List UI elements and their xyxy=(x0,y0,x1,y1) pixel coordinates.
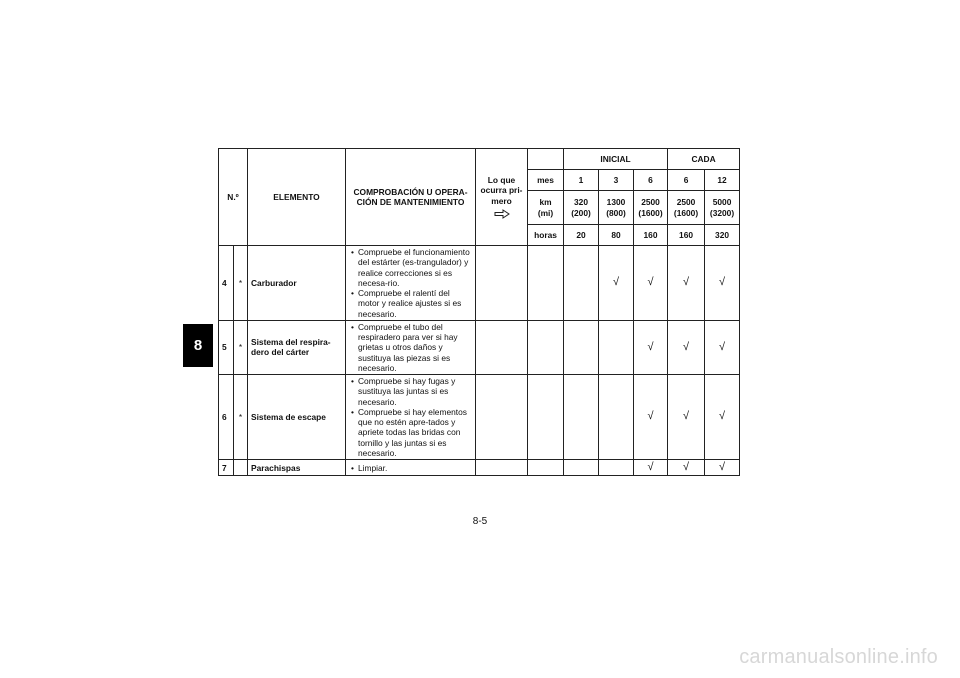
header-blank xyxy=(528,149,564,170)
check-mark: √ xyxy=(705,460,740,476)
page-number: 8-5 xyxy=(472,516,488,527)
row-element: Carburador xyxy=(248,246,346,321)
header-check: COMPROBACIÓN U OPERA-CIÓN DE MANTENIMIENTO xyxy=(346,149,476,246)
row-element: Sistema del respira-dero del cárter xyxy=(248,320,346,374)
hours-value: 320 xyxy=(705,225,740,246)
row-mark: * xyxy=(234,375,248,460)
blank-cell xyxy=(528,246,564,321)
arrow-right-icon xyxy=(494,209,510,219)
first-cell xyxy=(476,375,528,460)
row-actions xyxy=(346,320,476,374)
check-mark xyxy=(564,320,599,374)
row-number: 6 xyxy=(219,375,234,460)
row-actions xyxy=(346,460,476,476)
chapter-tab: 8 xyxy=(183,324,213,367)
row-element: Parachispas xyxy=(248,460,346,476)
check-mark: √ xyxy=(668,246,705,321)
km-value: 5000 (3200) xyxy=(705,191,740,225)
km-value: 320 (200) xyxy=(564,191,599,225)
km-value: 2500 (1600) xyxy=(668,191,705,225)
check-mark xyxy=(564,375,599,460)
check-mark: √ xyxy=(634,460,668,476)
header-first-label: Lo que ocurra pri-mero xyxy=(480,175,523,206)
row-number: 4 xyxy=(219,246,234,321)
month-value: 6 xyxy=(634,170,668,191)
km-value: 2500 (1600) xyxy=(634,191,668,225)
header-initial: INICIAL xyxy=(564,149,668,170)
action-item: • Compruebe el ralentí del motor y realice ajustes si es necesario. xyxy=(349,288,472,319)
row-mark: * xyxy=(234,320,248,374)
check-mark: √ xyxy=(668,375,705,460)
check-mark: √ xyxy=(668,320,705,374)
month-value: 6 xyxy=(668,170,705,191)
blank-cell xyxy=(528,375,564,460)
first-cell xyxy=(476,320,528,374)
row-actions xyxy=(346,246,476,321)
action-item: • Compruebe el funcionamiento del estárter (es-trangulador) y realice correcciones si es necesa-rio. xyxy=(349,247,472,288)
check-mark: √ xyxy=(705,375,740,460)
check-mark: √ xyxy=(668,460,705,476)
action-item: • Compruebe el tubo del respiradero para ver si hay grietas u otros daños y sustituya las piezas si es necesario. xyxy=(349,322,472,373)
hours-value: 160 xyxy=(634,225,668,246)
check-mark: √ xyxy=(634,320,668,374)
hours-value: 80 xyxy=(599,225,634,246)
table-row xyxy=(219,320,740,374)
row-mark: * xyxy=(234,246,248,321)
check-mark: √ xyxy=(634,246,668,321)
month-value: 1 xyxy=(564,170,599,191)
check-mark: √ xyxy=(599,246,634,321)
table-row xyxy=(219,375,740,460)
first-cell xyxy=(476,246,528,321)
action-item: • Limpiar. xyxy=(349,463,472,473)
row-number: 7 xyxy=(219,460,234,476)
km-value: 1300 (800) xyxy=(599,191,634,225)
check-mark: √ xyxy=(705,246,740,321)
header-first xyxy=(476,149,528,246)
row-number: 5 xyxy=(219,320,234,374)
check-mark: √ xyxy=(634,375,668,460)
header-no: N.º xyxy=(219,149,248,246)
month-value: 3 xyxy=(599,170,634,191)
hours-value: 20 xyxy=(564,225,599,246)
header-row-initial xyxy=(219,149,740,170)
table-row xyxy=(219,246,740,321)
blank-cell xyxy=(528,460,564,476)
header-element: ELEMENTO xyxy=(248,149,346,246)
header-every: CADA xyxy=(668,149,740,170)
row-actions xyxy=(346,375,476,460)
check-mark xyxy=(599,375,634,460)
blank-cell xyxy=(528,320,564,374)
month-value: 12 xyxy=(705,170,740,191)
action-item: • Compruebe si hay elementos que no estén apre-tados y apriete todas las bridas con tornillo y las juntas si es necesario. xyxy=(349,407,472,458)
hours-label: horas xyxy=(528,225,564,246)
check-mark xyxy=(599,320,634,374)
month-label: mes xyxy=(528,170,564,191)
check-mark xyxy=(564,460,599,476)
check-mark xyxy=(564,246,599,321)
table-row xyxy=(219,460,740,476)
row-element: Sistema de escape xyxy=(248,375,346,460)
hours-value: 160 xyxy=(668,225,705,246)
first-cell xyxy=(476,460,528,476)
maintenance-table xyxy=(218,148,740,476)
check-mark: √ xyxy=(705,320,740,374)
watermark: carmanualsonline.info xyxy=(739,646,938,668)
row-mark xyxy=(234,460,248,476)
km-label: km (mi) xyxy=(528,191,564,225)
check-mark xyxy=(599,460,634,476)
action-item: • Compruebe si hay fugas y sustituya las juntas si es necesario. xyxy=(349,376,472,407)
